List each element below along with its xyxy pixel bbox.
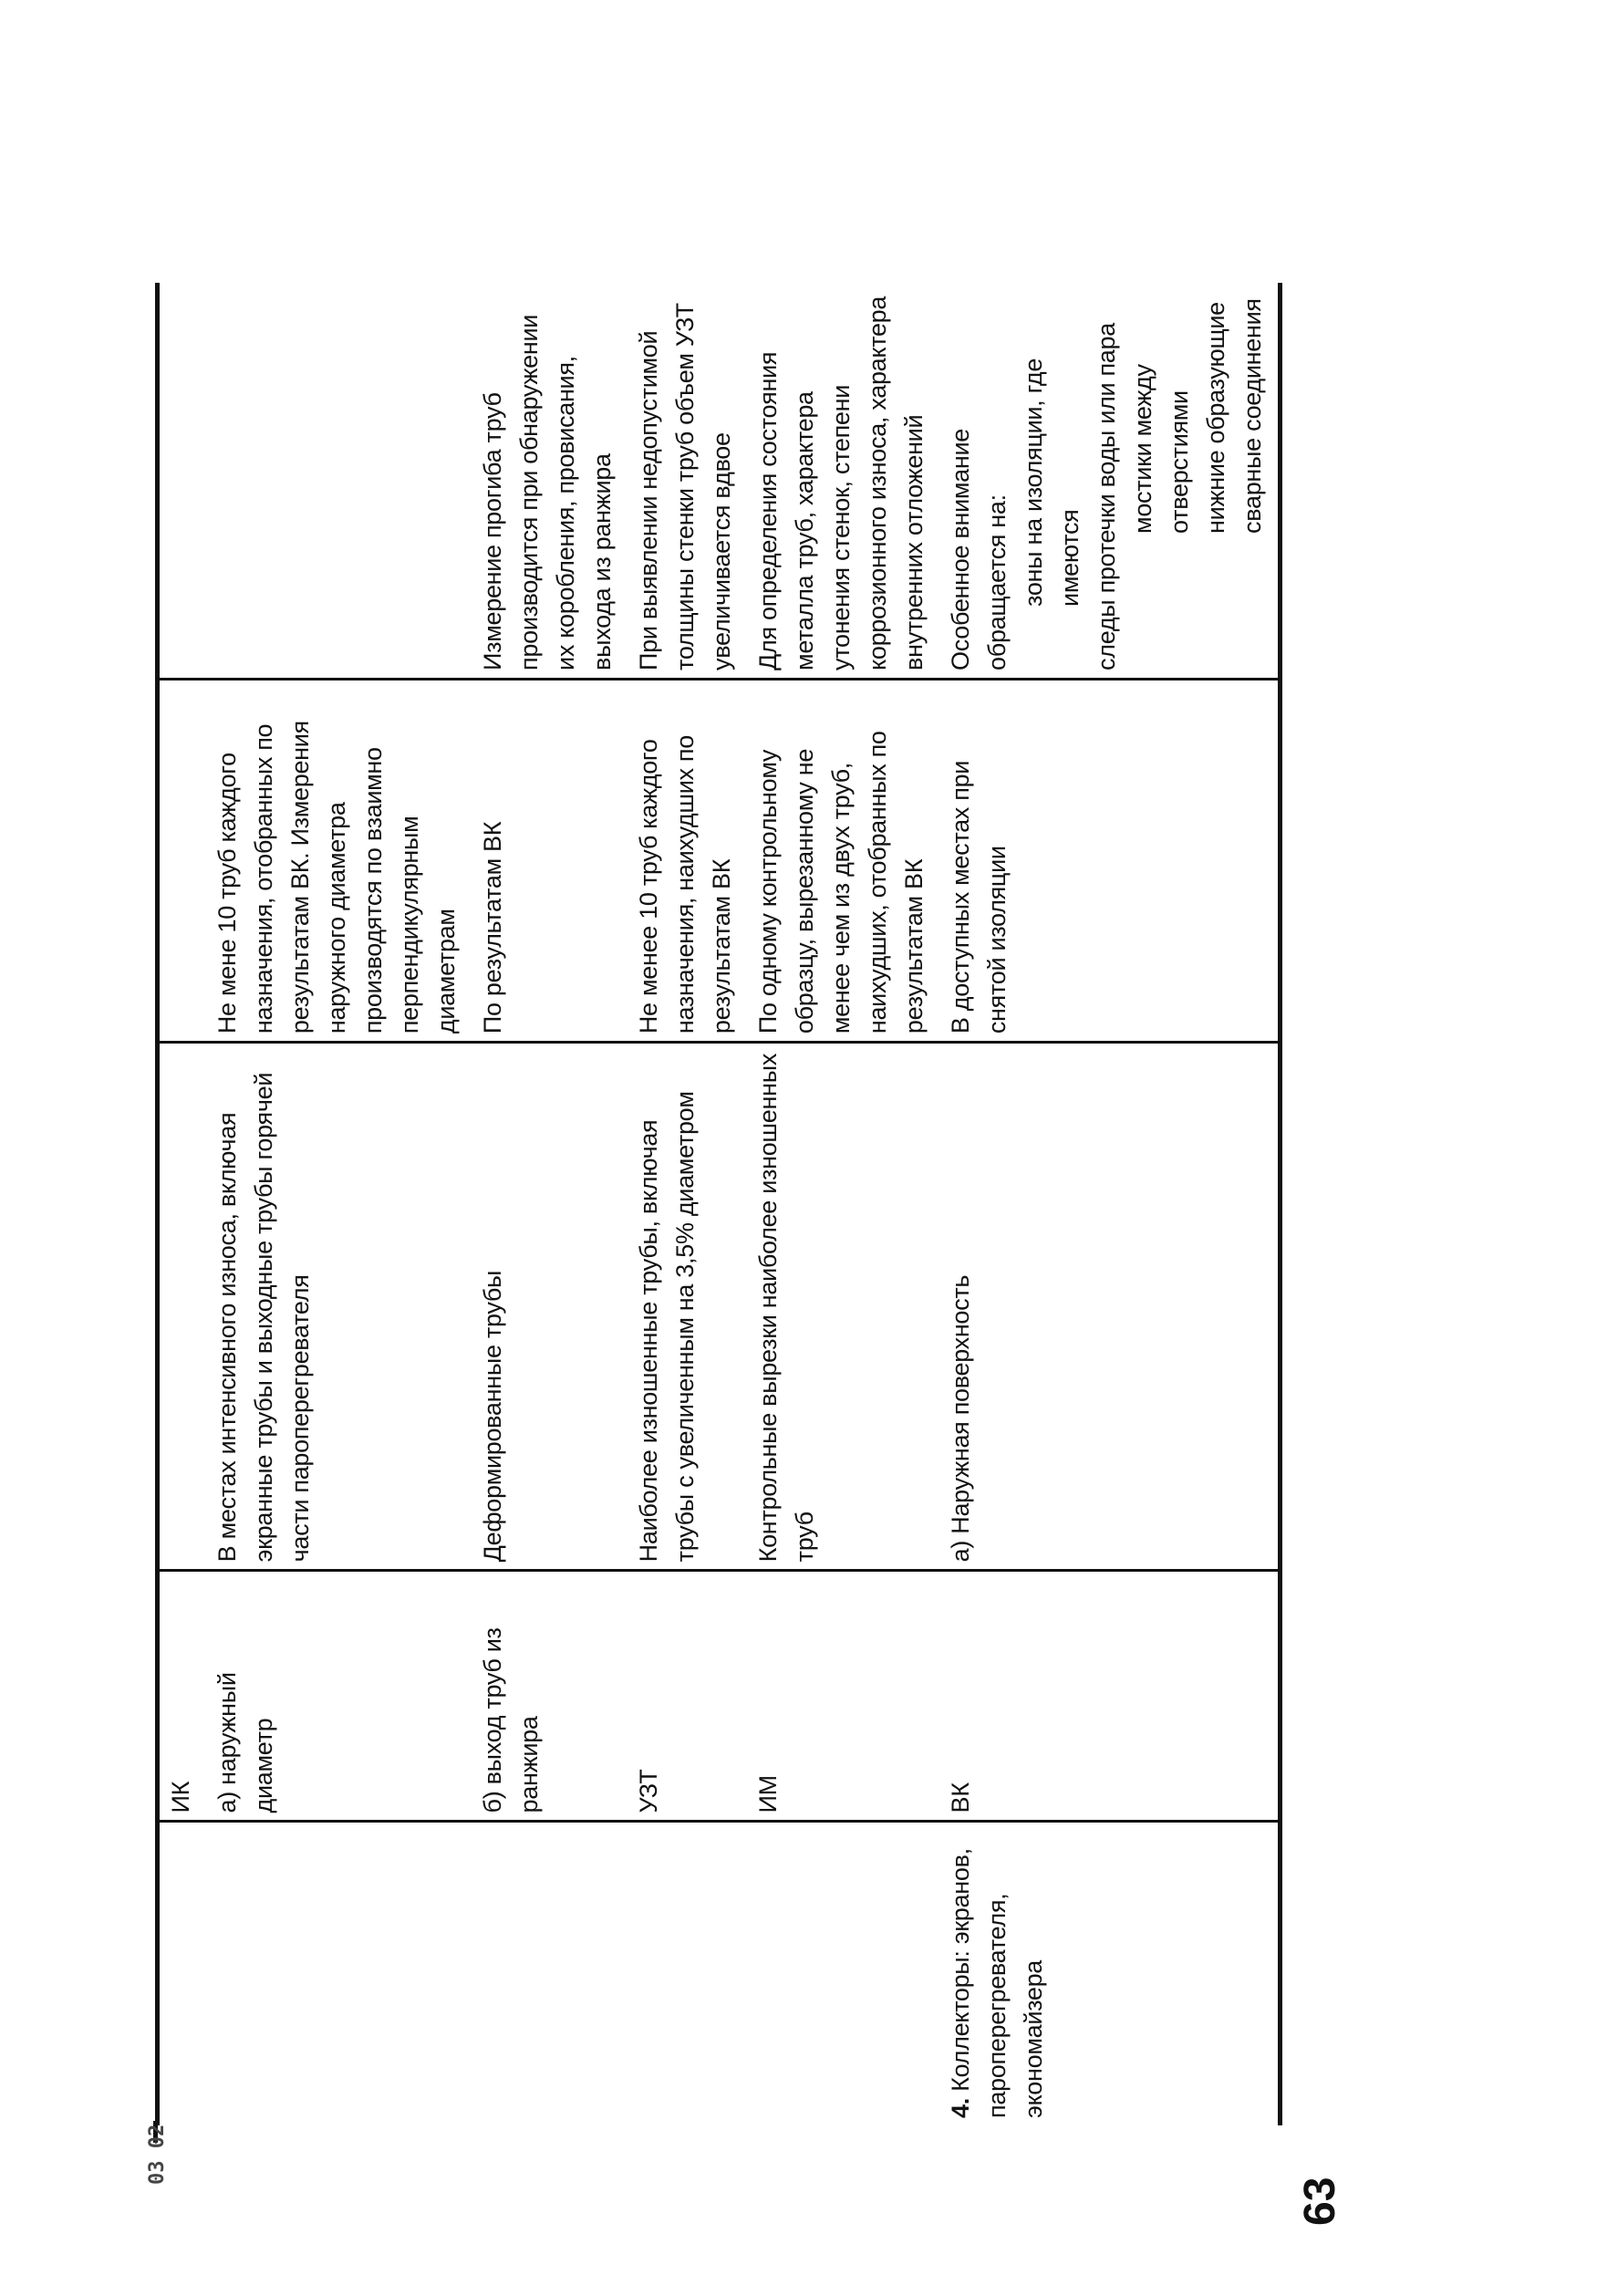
scope-cell: В доступных местах при снятой изоляции bbox=[939, 679, 1281, 1042]
location-cell: Контрольные вырезки наиболее изношенных труб bbox=[747, 1043, 939, 1571]
scope-cell: Не менее 10 труб каждого назначения, наихудших по результатам ВК bbox=[627, 679, 747, 1042]
method-cell: ВК bbox=[939, 1571, 1281, 1822]
location-cell: а) Наружная поверхность bbox=[939, 1043, 1281, 1571]
object-cell bbox=[206, 1822, 472, 2125]
note-cell bbox=[158, 283, 207, 679]
note-cell: Измерение прогиба труб производится при обнаружении их коробления, провисания, выхода из ранжира bbox=[472, 283, 627, 679]
object-name: Коллекторы: экранов, пароперегревателя, экономайзера bbox=[947, 1848, 1047, 2118]
location-cell: В местах интенсивного износа, включая экранные трубы и выходные трубы горячей части пароперегревателя bbox=[206, 1043, 472, 1571]
table-row bbox=[206, 283, 472, 2125]
section-number: 4. bbox=[947, 2098, 974, 2118]
location-cell bbox=[158, 1043, 207, 1571]
document-code: 03 02 bbox=[146, 2124, 169, 2185]
note-list-item: сварные соединения bbox=[1239, 298, 1266, 534]
note-cell bbox=[939, 283, 1281, 679]
table-row bbox=[158, 283, 207, 2125]
object-cell bbox=[472, 1822, 627, 2125]
method-cell: УЗТ bbox=[627, 1571, 747, 1822]
note-intro: Особенное внимание обращается на: bbox=[947, 429, 1011, 670]
method-cell: ИК bbox=[158, 1571, 207, 1822]
note-list-item: мостики между отверстиями bbox=[1129, 364, 1193, 534]
scope-cell bbox=[158, 679, 207, 1042]
note-cell: Для определения состояния металла труб, характера утонения стенок, степени коррозионного износа, характера внутренних отложений bbox=[747, 283, 939, 679]
table-row bbox=[627, 283, 747, 2125]
page-number: 63 bbox=[1296, 2177, 1344, 2226]
location-cell: Деформированные трубы bbox=[472, 1043, 627, 1571]
object-cell bbox=[747, 1822, 939, 2125]
object-cell bbox=[939, 1822, 1281, 2125]
method-cell: ИМ bbox=[747, 1571, 939, 1822]
object-cell bbox=[627, 1822, 747, 2125]
note-list-item: нижние образующие bbox=[1202, 302, 1229, 534]
scope-cell: По одному контрольному образцу, вырезанному не менее чем из двух труб, наихудших, отобранных по результатам ВК bbox=[747, 679, 939, 1042]
method-cell: а) наружный диаметр bbox=[206, 1571, 472, 1822]
note-list-item: следы протечки воды или пара bbox=[1093, 323, 1120, 670]
table-row bbox=[472, 283, 627, 2125]
table-row bbox=[747, 283, 939, 2125]
inspection-table bbox=[155, 283, 1282, 2125]
object-cell bbox=[158, 1822, 207, 2125]
scope-cell: Не мене 10 труб каждого назначения, отобранных по результатам ВК. Измерения наружного диаметра производятся по взаимно перпендикулярным диаметрам bbox=[206, 679, 472, 1042]
table-row bbox=[939, 283, 1281, 2125]
scope-cell: По результатам ВК bbox=[472, 679, 627, 1042]
method-cell: б) выход труб из ранжира bbox=[472, 1571, 627, 1822]
note-cell bbox=[206, 283, 472, 679]
rotated-page-content bbox=[155, 283, 1350, 2125]
location-cell: Наиболее изношенные трубы, включая трубы с увеличенным на 3,5% диаметром bbox=[627, 1043, 747, 1571]
note-cell: При выявлении недопустимой толщины стенки труб объем УЗТ увеличивается вдвое bbox=[627, 283, 747, 679]
note-list-item: зоны на изоляции, где имеются bbox=[1020, 358, 1084, 607]
